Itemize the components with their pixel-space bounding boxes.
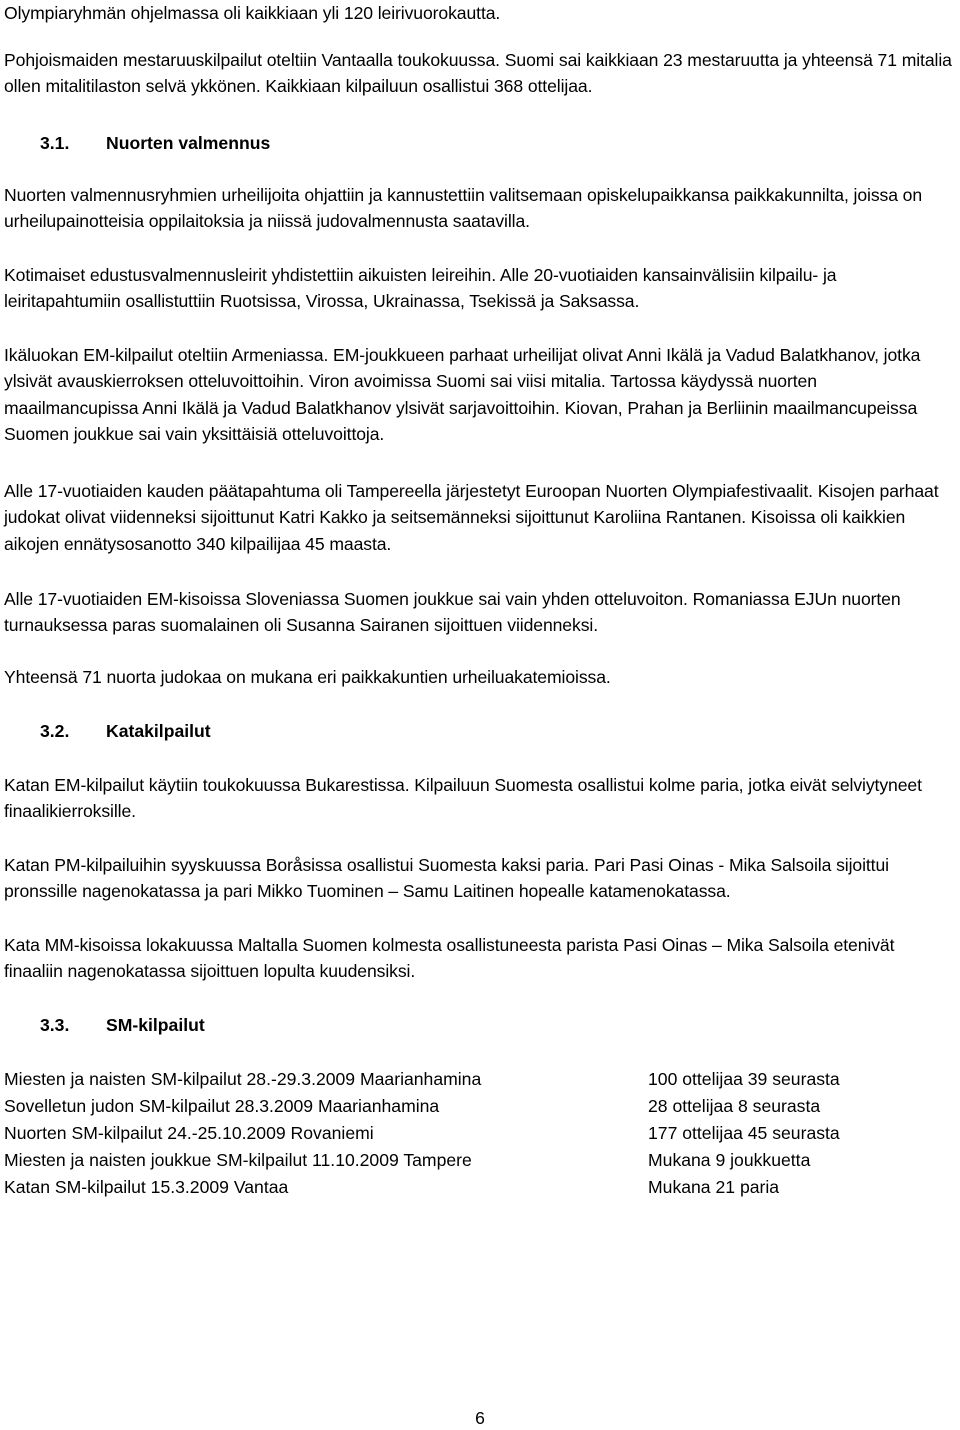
paragraph: Katan PM-kilpailuihin syyskuussa Boråsissa osallistui Suomesta kaksi paria. Pari Pasi Oinas - Mika Salsoila sijoittui pronssille nagenokatassa ja pari Mikko Tuominen – Samu Laitinen hopealle katamenokatassa.	[4, 855, 889, 902]
section-title: Katakilpailut	[106, 721, 211, 741]
paragraph: Kotimaiset edustusvalmennusleirit yhdistettiin aikuisten leireihin. Alle 20-vuotiaiden kansainvälisiin kilpailu- ja leiritapahtumiin osallistuttiin Ruotsissa, Virossa, Ukrainassa, Tsekissä ja Saksassa.	[4, 265, 837, 312]
paragraph: Kata MM-kisoissa lokakuussa Maltalla Suomen kolmesta osallistuneesta parista Pasi Oinas – Mika Salsoila etenivät finaaliin nagenokatassa sijoittuen lopulta kuudensiksi.	[4, 935, 895, 982]
section-number: 3.3.	[40, 1015, 70, 1035]
section-heading-3-1	[40, 130, 270, 156]
section-title: SM-kilpailut	[106, 1015, 205, 1035]
event-result: Mukana 21 paria	[648, 1177, 780, 1197]
event-result: 177 ottelijaa 45 seurasta	[648, 1123, 840, 1143]
event-name: Nuorten SM-kilpailut 24.-25.10.2009 Rovaniemi	[4, 1123, 374, 1143]
section-heading-3-2	[40, 718, 211, 744]
event-name: Miesten ja naisten joukkue SM-kilpailut 11.10.2009 Tampere	[4, 1150, 472, 1170]
intro-line: Olympiaryhmän ohjelmassa oli kaikkiaan yli 120 leirivuorokautta.	[4, 3, 501, 23]
paragraph: Ikäluokan EM-kilpailut oteltiin Armeniassa. EM-joukkueen parhaat urheilijat olivat Anni Ikälä ja Vadud Balatkhanov, jotka ylsivät avauskierroksen otteluvoittoihin. Viron avoimissa Suomi sai viisi mitalia. Tartossa käydyssä nuorten maailmancupissa Anni Ikälä ja Vadud Balatkhanov ylsivät sarjavoittoihin. Kiovan, Prahan ja Berliinin maailmancupeissa Suomen joukkue sai vain yksittäisiä otteluvoittoja.	[4, 345, 921, 445]
event-name: Katan SM-kilpailut 15.3.2009 Vantaa	[4, 1177, 289, 1197]
paragraph: Nuorten valmennusryhmien urheilijoita ohjattiin ja kannustettiin valitsemaan opiskelupaikkansa paikkakunnilta, joissa on urheilupainotteisia oppilaitoksia ja niissä judovalmennusta saatavilla.	[4, 185, 923, 232]
event-name: Miesten ja naisten SM-kilpailut 28.-29.3.2009 Maarianhamina	[4, 1069, 482, 1089]
section-heading-3-3	[40, 1012, 205, 1038]
paragraph: Katan EM-kilpailut käytiin toukokuussa Bukarestissa. Kilpailuun Suomesta osallistui kolme paria, jotka eivät selviytyneet finaalikierroksille.	[4, 775, 922, 822]
section-number: 3.2.	[40, 721, 70, 741]
event-name: Sovelletun judon SM-kilpailut 28.3.2009 Maarianhamina	[4, 1096, 440, 1116]
page-number: 6	[475, 1408, 485, 1428]
paragraph: Yhteensä 71 nuorta judokaa on mukana eri paikkakuntien urheiluakatemioissa.	[4, 667, 611, 687]
paragraph: Alle 17-vuotiaiden EM-kisoissa Sloveniassa Suomen joukkue sai vain yhden otteluvoiton. Romaniassa EJUn nuorten turnauksessa paras suomalainen oli Susanna Sairanen sijoittuen viidenneksi.	[4, 589, 901, 636]
section-number: 3.1.	[40, 133, 70, 153]
event-result: Mukana 9 joukkuetta	[648, 1150, 811, 1170]
paragraph: Alle 17-vuotiaiden kauden päätapahtuma oli Tampereella järjestetyt Euroopan Nuorten Olympiafestivaalit. Kisojen parhaat judokat olivat viidenneksi sijoittunut Katri Kakko ja seitsemänneksi sijoittunut Karoliina Rantanen. Kisoissa oli kaikkien aikojen ennätysosanotto 340 kilpailijaa 45 maasta.	[4, 481, 939, 554]
section-title: Nuorten valmennus	[106, 133, 271, 153]
intro-paragraph: Pohjoismaiden mestaruuskilpailut oteltiin Vantaalla toukokuussa. Suomi sai kaikkiaan 23 mestaruutta ja yhteensä 71 mitalia ollen mitalitilaston selvä ykkönen. Kaikkiaan kilpailuun osallistui 368 ottelijaa.	[4, 50, 952, 97]
event-result: 28 ottelijaa 8 seurasta	[648, 1096, 821, 1116]
event-result: 100 ottelijaa 39 seurasta	[648, 1069, 840, 1089]
